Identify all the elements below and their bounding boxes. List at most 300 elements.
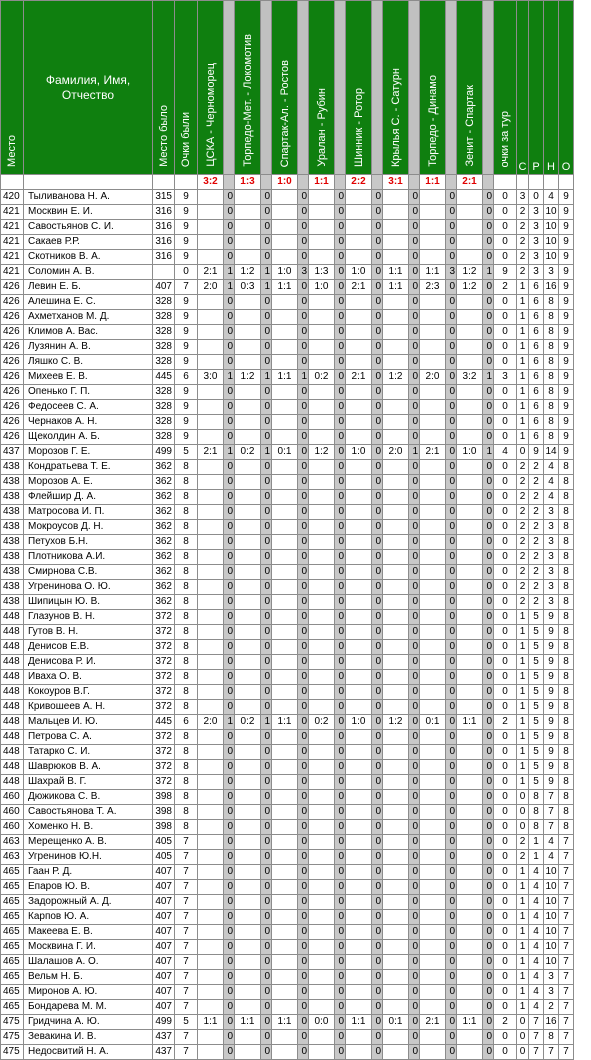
name-cell: Флейшир Д. А. xyxy=(24,490,153,505)
prediction-cell xyxy=(383,685,409,700)
table-row xyxy=(1,850,574,865)
prediction-cell xyxy=(346,895,372,910)
n-cell: 9 xyxy=(544,715,559,730)
o-cell: 8 xyxy=(559,820,574,835)
prediction-points-cell: 0 xyxy=(335,745,346,760)
r-cell: 5 xyxy=(529,640,544,655)
place-was-cell: 328 xyxy=(153,325,175,340)
prediction-cell xyxy=(272,775,298,790)
o-cell: 9 xyxy=(559,370,574,385)
n-cell: 8 xyxy=(544,385,559,400)
prediction-points-cell: 0 xyxy=(224,1045,235,1060)
name-cell: Щеколдин А. Б. xyxy=(24,430,153,445)
r-cell: 5 xyxy=(529,775,544,790)
prediction-cell xyxy=(235,295,261,310)
table-row xyxy=(1,745,574,760)
tour-points-cell: 0 xyxy=(494,505,517,520)
prediction-points-cell: 0 xyxy=(483,895,494,910)
header-tour-points: очки за тур xyxy=(494,1,517,175)
place-cell: 460 xyxy=(1,805,24,820)
prediction-points-cell: 0 xyxy=(335,355,346,370)
prediction-cell xyxy=(309,520,335,535)
prediction-cell xyxy=(383,475,409,490)
s-cell: 1 xyxy=(517,715,529,730)
s-cell: 1 xyxy=(517,745,529,760)
prediction-cell: 2:1 xyxy=(420,445,446,460)
prediction-points-cell: 0 xyxy=(224,220,235,235)
prediction-cell xyxy=(309,220,335,235)
name-cell: Мокроусов Д. Н. xyxy=(24,520,153,535)
prediction-cell xyxy=(309,385,335,400)
o-cell: 7 xyxy=(559,985,574,1000)
prediction-points-cell: 0 xyxy=(372,310,383,325)
s-cell: 2 xyxy=(517,565,529,580)
prediction-cell xyxy=(198,385,224,400)
prediction-cell xyxy=(383,385,409,400)
prediction-cell xyxy=(309,1030,335,1045)
prediction-points-cell: 0 xyxy=(409,385,420,400)
place-cell: 426 xyxy=(1,370,24,385)
o-cell: 8 xyxy=(559,580,574,595)
prediction-cell xyxy=(420,475,446,490)
prediction-cell xyxy=(457,670,483,685)
place-was-cell: 372 xyxy=(153,775,175,790)
prediction-points-cell: 0 xyxy=(372,400,383,415)
place-cell: 475 xyxy=(1,1045,24,1060)
table-row xyxy=(1,1000,574,1015)
tour-points-cell: 9 xyxy=(494,265,517,280)
tour-points-cell: 0 xyxy=(494,895,517,910)
prediction-points-cell: 0 xyxy=(372,565,383,580)
r-cell: 5 xyxy=(529,685,544,700)
place-cell: 465 xyxy=(1,910,24,925)
o-cell: 8 xyxy=(559,565,574,580)
prediction-points-cell: 0 xyxy=(446,835,457,850)
prediction-points-cell: 0 xyxy=(261,1015,272,1030)
table-row xyxy=(1,430,574,445)
prediction-cell xyxy=(235,250,261,265)
prediction-cell xyxy=(309,670,335,685)
table-row xyxy=(1,865,574,880)
place-was-cell: 372 xyxy=(153,670,175,685)
tour-points-cell: 0 xyxy=(494,205,517,220)
r-cell: 9 xyxy=(529,445,544,460)
prediction-points-cell: 0 xyxy=(224,880,235,895)
place-was-cell: 372 xyxy=(153,610,175,625)
prediction-points-cell: 0 xyxy=(372,445,383,460)
header-gap xyxy=(446,1,457,175)
table-row xyxy=(1,190,574,205)
prediction-cell xyxy=(198,655,224,670)
prediction-cell: 2:0 xyxy=(198,280,224,295)
table-row xyxy=(1,1015,574,1030)
prediction-points-cell: 0 xyxy=(483,1030,494,1045)
prediction-cell xyxy=(420,565,446,580)
prediction-points-cell: 1 xyxy=(224,445,235,460)
place-cell: 465 xyxy=(1,955,24,970)
s-cell: 1 xyxy=(517,895,529,910)
tour-points-cell: 0 xyxy=(494,1045,517,1060)
header-name: Фамилия, Имя, Отчество xyxy=(24,1,153,175)
prediction-cell xyxy=(235,415,261,430)
results-empty xyxy=(175,175,198,190)
name-cell: Денисов Е.В. xyxy=(24,640,153,655)
prediction-points-cell: 0 xyxy=(224,955,235,970)
prediction-cell xyxy=(346,505,372,520)
prediction-points-cell: 0 xyxy=(483,925,494,940)
place-was-cell: 372 xyxy=(153,655,175,670)
prediction-cell xyxy=(198,910,224,925)
prediction-cell xyxy=(457,340,483,355)
r-cell: 5 xyxy=(529,670,544,685)
prediction-cell xyxy=(198,520,224,535)
prediction-points-cell: 0 xyxy=(261,475,272,490)
prediction-points-cell: 0 xyxy=(261,970,272,985)
place-was-cell: 328 xyxy=(153,400,175,415)
prediction-points-cell: 0 xyxy=(446,730,457,745)
prediction-cell xyxy=(420,700,446,715)
o-cell: 7 xyxy=(559,880,574,895)
name-cell: Карпов Ю. А. xyxy=(24,910,153,925)
prediction-cell xyxy=(198,670,224,685)
place-was-cell: 445 xyxy=(153,370,175,385)
prediction-points-cell: 0 xyxy=(446,325,457,340)
points-were-cell: 9 xyxy=(175,250,198,265)
prediction-points-cell: 0 xyxy=(335,910,346,925)
prediction-points-cell: 0 xyxy=(298,610,309,625)
prediction-cell xyxy=(346,940,372,955)
prediction-points-cell: 0 xyxy=(261,925,272,940)
prediction-cell xyxy=(420,505,446,520)
name-cell: Лузянин А. В. xyxy=(24,340,153,355)
place-cell: 426 xyxy=(1,430,24,445)
prediction-points-cell: 0 xyxy=(335,325,346,340)
prediction-cell xyxy=(198,985,224,1000)
table-row xyxy=(1,445,574,460)
r-cell: 7 xyxy=(529,1015,544,1030)
prediction-cell xyxy=(457,850,483,865)
prediction-cell xyxy=(198,790,224,805)
place-cell: 426 xyxy=(1,340,24,355)
n-cell: 9 xyxy=(544,745,559,760)
prediction-points-cell: 0 xyxy=(335,580,346,595)
r-cell: 3 xyxy=(529,265,544,280)
prediction-points-cell: 0 xyxy=(335,490,346,505)
prediction-points-cell: 0 xyxy=(224,415,235,430)
tour-points-cell: 0 xyxy=(494,550,517,565)
tour-points-cell: 0 xyxy=(494,730,517,745)
prediction-cell: 1:0 xyxy=(346,265,372,280)
prediction-cell xyxy=(346,775,372,790)
prediction-cell xyxy=(198,745,224,760)
prediction-cell xyxy=(272,475,298,490)
n-cell: 3 xyxy=(544,505,559,520)
s-cell: 2 xyxy=(517,580,529,595)
place-was-cell: 316 xyxy=(153,235,175,250)
name-cell: Мерещенко А. В. xyxy=(24,835,153,850)
points-were-cell: 9 xyxy=(175,340,198,355)
prediction-points-cell: 0 xyxy=(372,385,383,400)
prediction-points-cell: 0 xyxy=(483,565,494,580)
s-cell: 1 xyxy=(517,865,529,880)
place-was-cell: 407 xyxy=(153,880,175,895)
prediction-points-cell: 0 xyxy=(409,235,420,250)
prediction-points-cell: 0 xyxy=(335,460,346,475)
prediction-points-cell: 0 xyxy=(446,700,457,715)
prediction-points-cell: 0 xyxy=(446,985,457,1000)
prediction-points-cell: 0 xyxy=(261,625,272,640)
tour-points-cell: 0 xyxy=(494,460,517,475)
prediction-cell xyxy=(383,1045,409,1060)
prediction-points-cell: 0 xyxy=(335,520,346,535)
prediction-points-cell: 0 xyxy=(483,505,494,520)
tour-points-cell: 0 xyxy=(494,640,517,655)
prediction-cell xyxy=(309,250,335,265)
points-were-cell: 7 xyxy=(175,1030,198,1045)
r-cell: 4 xyxy=(529,895,544,910)
name-cell: Иваха О. В. xyxy=(24,670,153,685)
prediction-cell xyxy=(383,850,409,865)
prediction-cell xyxy=(457,685,483,700)
prediction-cell xyxy=(383,820,409,835)
prediction-points-cell: 0 xyxy=(224,295,235,310)
tour-points-cell: 0 xyxy=(494,970,517,985)
prediction-cell xyxy=(420,385,446,400)
prediction-points-cell: 0 xyxy=(261,310,272,325)
name-cell: Шаврюков В. А. xyxy=(24,760,153,775)
tour-points-cell: 0 xyxy=(494,940,517,955)
prediction-points-cell: 0 xyxy=(409,865,420,880)
prediction-cell xyxy=(235,550,261,565)
prediction-cell xyxy=(346,760,372,775)
prediction-cell xyxy=(309,580,335,595)
prediction-cell: 0:2 xyxy=(309,370,335,385)
prediction-points-cell: 0 xyxy=(372,745,383,760)
prediction-points-cell: 0 xyxy=(224,190,235,205)
prediction-points-cell: 0 xyxy=(446,655,457,670)
prediction-cell xyxy=(457,730,483,745)
prediction-points-cell: 0 xyxy=(483,520,494,535)
prediction-cell xyxy=(383,550,409,565)
prediction-points-cell: 0 xyxy=(483,685,494,700)
table-row xyxy=(1,220,574,235)
prediction-points-cell: 0 xyxy=(335,535,346,550)
prediction-points-cell: 0 xyxy=(446,280,457,295)
points-were-cell: 0 xyxy=(175,265,198,280)
prediction-cell: 1:2 xyxy=(235,370,261,385)
prediction-points-cell: 0 xyxy=(224,355,235,370)
place-cell: 465 xyxy=(1,970,24,985)
place-was-cell: 362 xyxy=(153,580,175,595)
prediction-points-cell: 0 xyxy=(372,790,383,805)
prediction-cell xyxy=(383,430,409,445)
prediction-points-cell: 0 xyxy=(372,700,383,715)
tour-points-cell: 0 xyxy=(494,760,517,775)
prediction-points-cell: 0 xyxy=(409,760,420,775)
table-row xyxy=(1,655,574,670)
prediction-points-cell: 0 xyxy=(372,520,383,535)
place-cell: 448 xyxy=(1,655,24,670)
r-cell: 4 xyxy=(529,940,544,955)
prediction-points-cell: 0 xyxy=(298,430,309,445)
prediction-cell xyxy=(457,910,483,925)
prediction-cell: 1:2 xyxy=(383,370,409,385)
prediction-points-cell: 0 xyxy=(335,1015,346,1030)
prediction-cell xyxy=(457,385,483,400)
prediction-cell xyxy=(420,580,446,595)
prediction-cell xyxy=(235,235,261,250)
table-row xyxy=(1,790,574,805)
n-cell: 4 xyxy=(544,490,559,505)
place-cell: 448 xyxy=(1,775,24,790)
prediction-cell xyxy=(309,850,335,865)
prediction-cell xyxy=(457,205,483,220)
prediction-points-cell: 0 xyxy=(483,985,494,1000)
name-cell: Михеев Е. В. xyxy=(24,370,153,385)
prediction-cell xyxy=(272,865,298,880)
points-were-cell: 8 xyxy=(175,760,198,775)
n-cell: 8 xyxy=(544,1030,559,1045)
o-cell: 8 xyxy=(559,655,574,670)
place-was-cell: 407 xyxy=(153,925,175,940)
prediction-points-cell: 0 xyxy=(409,325,420,340)
prediction-cell: 0:2 xyxy=(235,715,261,730)
prediction-cell: 2:3 xyxy=(420,280,446,295)
prediction-points-cell: 0 xyxy=(224,775,235,790)
prediction-cell xyxy=(198,805,224,820)
r-cell: 8 xyxy=(529,790,544,805)
header-gap xyxy=(483,1,494,175)
prediction-cell xyxy=(198,610,224,625)
prediction-cell xyxy=(309,805,335,820)
tour-points-cell: 0 xyxy=(494,295,517,310)
n-cell: 14 xyxy=(544,445,559,460)
prediction-cell: 2:1 xyxy=(198,265,224,280)
prediction-points-cell: 0 xyxy=(261,700,272,715)
place-cell: 448 xyxy=(1,640,24,655)
prediction-points-cell: 0 xyxy=(446,250,457,265)
o-cell: 7 xyxy=(559,835,574,850)
o-cell: 7 xyxy=(559,865,574,880)
prediction-points-cell: 0 xyxy=(335,670,346,685)
prediction-cell xyxy=(235,895,261,910)
prediction-points-cell: 1 xyxy=(224,715,235,730)
prediction-points-cell: 0 xyxy=(409,265,420,280)
prediction-cell xyxy=(272,415,298,430)
table-row xyxy=(1,490,574,505)
prediction-points-cell: 0 xyxy=(335,190,346,205)
tour-points-cell: 2 xyxy=(494,280,517,295)
r-cell: 2 xyxy=(529,535,544,550)
r-cell: 5 xyxy=(529,715,544,730)
prediction-points-cell: 0 xyxy=(483,835,494,850)
prediction-cell: 1:1 xyxy=(272,370,298,385)
prediction-cell xyxy=(309,235,335,250)
n-cell: 4 xyxy=(544,475,559,490)
prediction-points-cell: 0 xyxy=(372,295,383,310)
name-cell: Климов А. Вас. xyxy=(24,325,153,340)
prediction-points-cell: 0 xyxy=(446,790,457,805)
place-was-cell: 362 xyxy=(153,460,175,475)
prediction-points-cell: 0 xyxy=(261,835,272,850)
prediction-points-cell: 0 xyxy=(224,205,235,220)
prediction-cell xyxy=(235,610,261,625)
prediction-points-cell: 0 xyxy=(409,460,420,475)
points-were-cell: 9 xyxy=(175,295,198,310)
prediction-cell xyxy=(383,235,409,250)
prediction-points-cell: 0 xyxy=(298,460,309,475)
n-cell: 10 xyxy=(544,880,559,895)
prediction-cell: 1:0 xyxy=(457,445,483,460)
prediction-cell xyxy=(272,235,298,250)
prediction-cell xyxy=(383,640,409,655)
points-were-cell: 9 xyxy=(175,430,198,445)
prediction-points-cell: 0 xyxy=(409,715,420,730)
r-cell: 6 xyxy=(529,295,544,310)
prediction-cell xyxy=(235,955,261,970)
name-cell: Бондарева М. М. xyxy=(24,1000,153,1015)
r-cell: 6 xyxy=(529,340,544,355)
n-cell: 3 xyxy=(544,985,559,1000)
name-cell: Угренинов Ю.Н. xyxy=(24,850,153,865)
prediction-cell xyxy=(235,670,261,685)
prediction-cell xyxy=(272,505,298,520)
prediction-points-cell: 0 xyxy=(483,460,494,475)
prediction-cell xyxy=(420,430,446,445)
prediction-cell: 2:1 xyxy=(198,445,224,460)
prediction-points-cell: 0 xyxy=(372,610,383,625)
prediction-points-cell: 0 xyxy=(224,385,235,400)
tour-points-cell: 0 xyxy=(494,340,517,355)
prediction-points-cell: 0 xyxy=(335,865,346,880)
header-match-1: ЦСКА - Черноморец xyxy=(198,1,224,175)
prediction-cell xyxy=(198,415,224,430)
prediction-points-cell: 0 xyxy=(261,400,272,415)
result-gap xyxy=(372,175,383,190)
table-row xyxy=(1,955,574,970)
place-cell: 460 xyxy=(1,790,24,805)
r-cell: 2 xyxy=(529,460,544,475)
results-empty xyxy=(153,175,175,190)
prediction-points-cell: 1 xyxy=(261,445,272,460)
points-were-cell: 9 xyxy=(175,415,198,430)
results-empty xyxy=(559,175,574,190)
o-cell: 8 xyxy=(559,625,574,640)
prediction-points-cell: 0 xyxy=(372,850,383,865)
prediction-points-cell: 0 xyxy=(446,1000,457,1015)
prediction-points-cell: 0 xyxy=(446,475,457,490)
tour-points-cell: 0 xyxy=(494,775,517,790)
prediction-cell xyxy=(198,550,224,565)
o-cell: 7 xyxy=(559,1045,574,1060)
prediction-cell xyxy=(383,805,409,820)
prediction-points-cell: 0 xyxy=(372,655,383,670)
s-cell: 0 xyxy=(517,805,529,820)
prediction-cell xyxy=(383,955,409,970)
table-row xyxy=(1,820,574,835)
prediction-points-cell: 0 xyxy=(298,400,309,415)
o-cell: 8 xyxy=(559,475,574,490)
prediction-cell xyxy=(457,985,483,1000)
n-cell: 10 xyxy=(544,250,559,265)
prediction-points-cell: 0 xyxy=(261,655,272,670)
prediction-cell xyxy=(272,295,298,310)
prediction-cell xyxy=(272,625,298,640)
prediction-points-cell: 0 xyxy=(483,415,494,430)
r-cell: 6 xyxy=(529,310,544,325)
prediction-points-cell: 0 xyxy=(446,610,457,625)
table-row xyxy=(1,280,574,295)
